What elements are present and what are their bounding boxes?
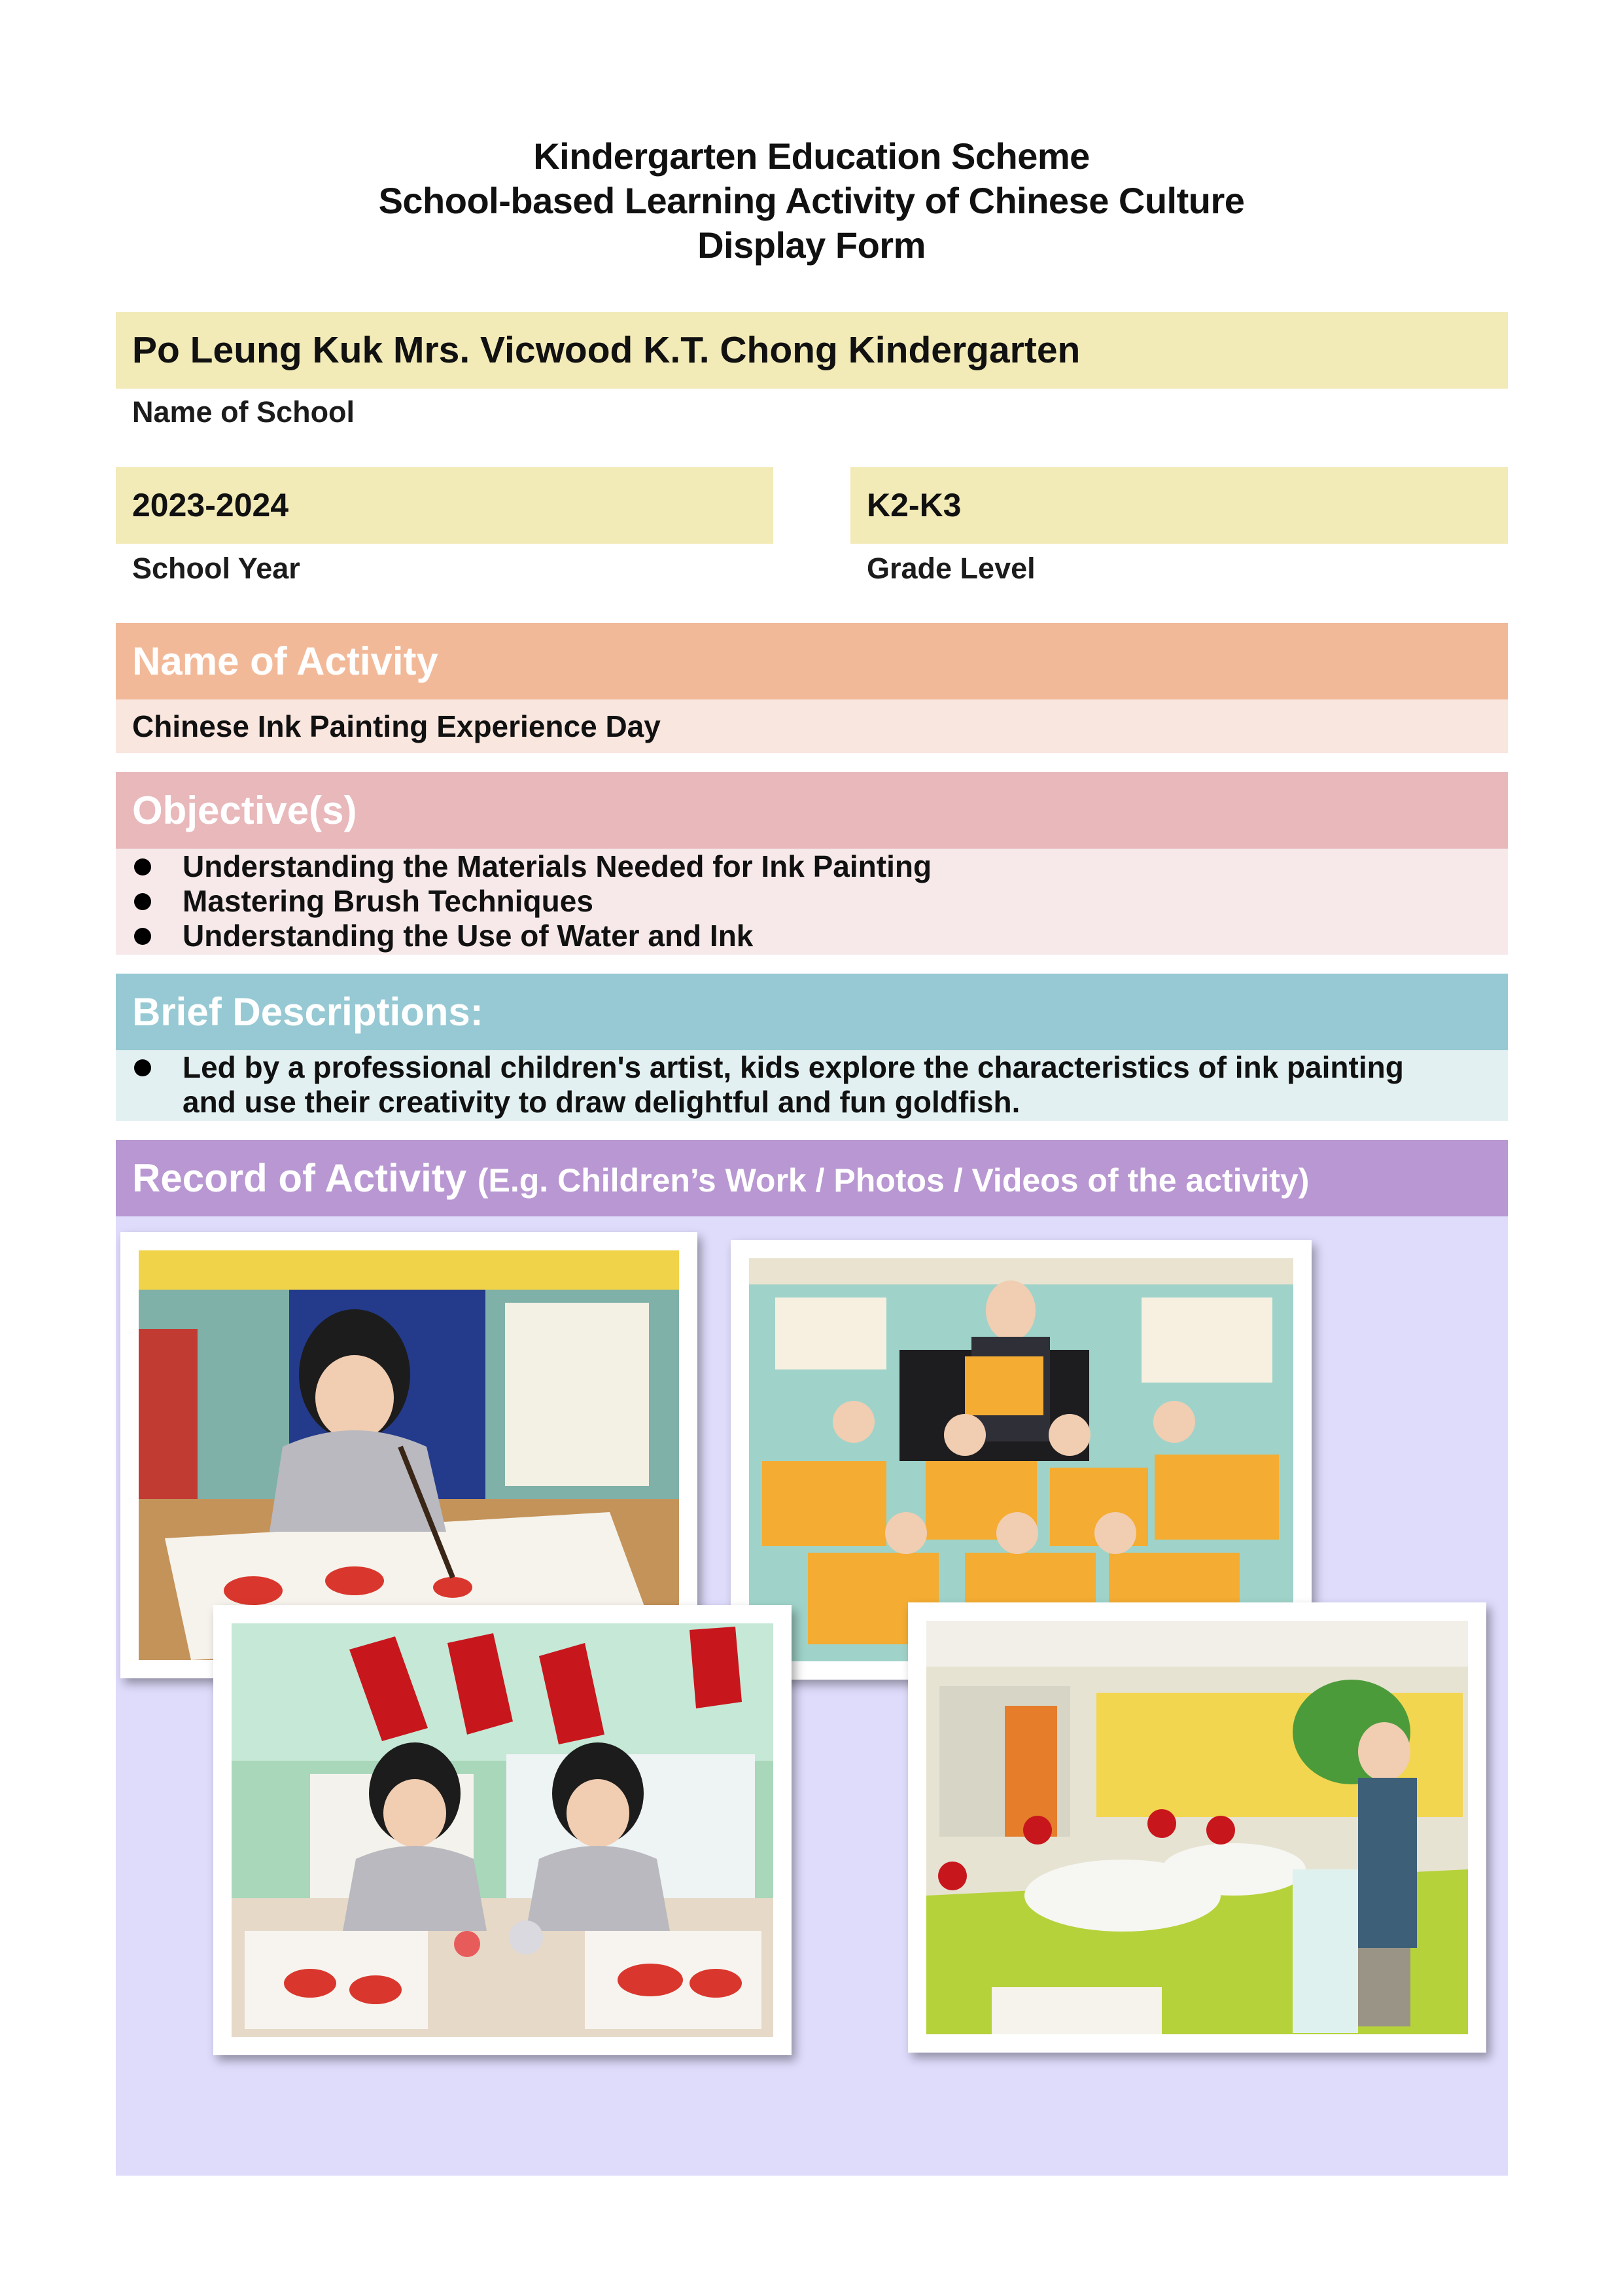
objective-item: Understanding the Use of Water and Ink: [116, 919, 1508, 953]
photo-two-girls-image: [232, 1623, 773, 2037]
title-line-1: Kindergarten Education Scheme: [533, 135, 1090, 177]
title-line-3: Display Form: [697, 224, 926, 266]
activity-heading: Name of Activity: [116, 623, 1508, 699]
activity-photo-two-girls: [213, 1605, 792, 2055]
school-year-field: 2023-2024: [116, 467, 773, 544]
descriptions-box: [116, 1050, 1508, 1121]
objectives-list-box: [116, 849, 1508, 955]
descriptions-heading: Brief Descriptions:: [116, 974, 1508, 1050]
title-line-2: School-based Learning Activity of Chinese Culture: [378, 180, 1245, 221]
objectives-heading: Objective(s): [116, 772, 1508, 849]
bullet-icon: [134, 1059, 151, 1076]
bullet-icon: [134, 928, 151, 945]
school-year-label: School Year: [132, 552, 300, 585]
objective-item: Mastering Brush Techniques: [116, 884, 1508, 919]
photo-group-artworks-image: [749, 1258, 1293, 1661]
grade-level-label: Grade Level: [867, 552, 1036, 585]
school-name-label: Name of School: [132, 395, 355, 429]
bullet-icon: [134, 893, 151, 910]
record-heading-title: Record of Activity: [132, 1156, 467, 1200]
record-heading-subtitle: (E.g. Children’s Work / Photos / Videos of the activity): [477, 1162, 1310, 1199]
activity-name: Chinese Ink Painting Experience Day: [116, 699, 1508, 753]
photo-classroom-image: [926, 1621, 1468, 2034]
objectives-list: [116, 849, 1508, 953]
form-title: [0, 134, 1623, 268]
grade-level-field: K2-K3: [850, 467, 1508, 544]
activity-photo-classroom: [908, 1602, 1486, 2053]
photo-girl-painting-image: [139, 1250, 679, 1660]
description-item: Led by a professional children's artist, kids explore the characteristics of ink painting and use their creativity to draw delightful and fun goldfish.: [116, 1050, 1416, 1120]
descriptions-list: [116, 1050, 1508, 1120]
objective-item: Understanding the Materials Needed for Ink Painting: [116, 849, 1508, 884]
record-heading: [116, 1140, 1508, 1216]
school-name-field: Po Leung Kuk Mrs. Vicwood K.T. Chong Kindergarten: [116, 312, 1508, 389]
bullet-icon: [134, 858, 151, 875]
